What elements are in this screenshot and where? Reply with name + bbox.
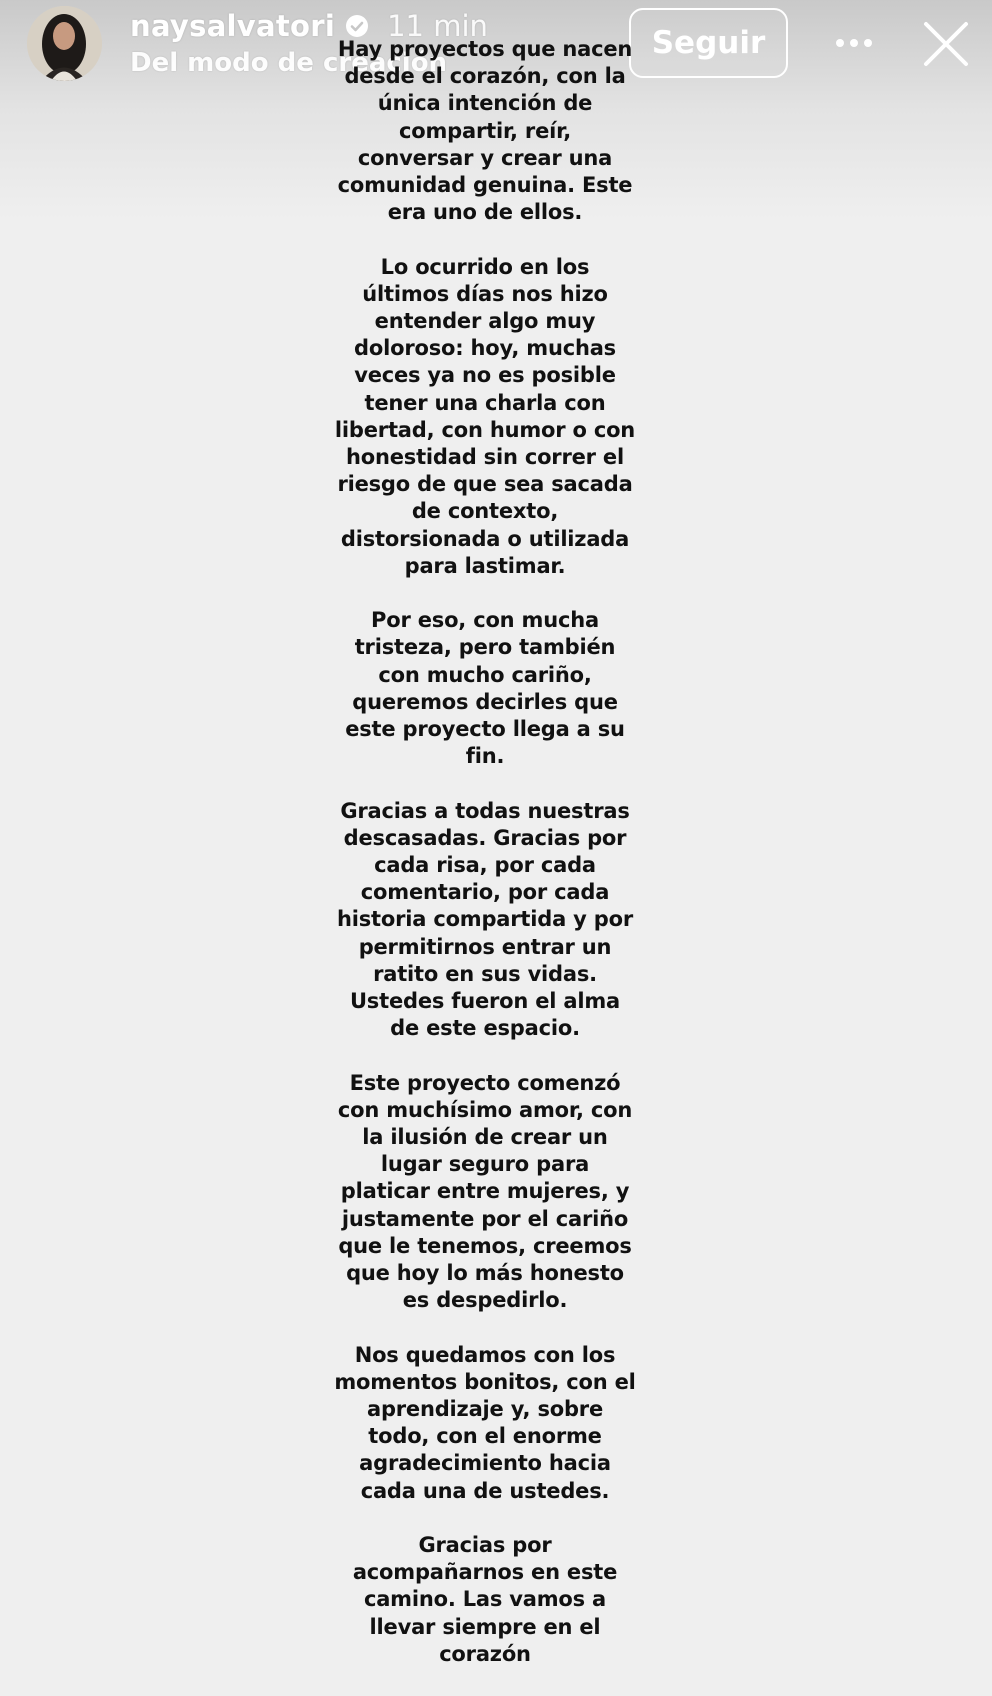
- verified-badge-icon: [345, 14, 369, 38]
- more-options-icon[interactable]: [834, 26, 874, 60]
- post-time: 11 min: [387, 9, 488, 43]
- story-paragraph-2: Lo ocurrido en los últimos días nos hizo entender algo muy doloroso: hoy, muchas veces ya no es posible tener una charla con libertad, con humor o con honestidad sin correr el riesgo de que sea sacada de contexto, distorsionada o utilizada para lastimar.: [334, 254, 636, 578]
- story-paragraph-1: Hay proyectos que nacen desde el corazón, con la única intención de compartir, reír, conversar y crear una comunidad genuina. Este era uno de ellos.: [337, 37, 633, 225]
- username[interactable]: naysalvatori: [130, 9, 336, 43]
- follow-button[interactable]: Seguir: [629, 8, 788, 78]
- story-paragraph-6: Nos quedamos con los momentos bonitos, con el aprendizaje y, sobre todo, con el enorme agradecimiento hacia cada una de ustedes.: [334, 1342, 636, 1503]
- story-subtitle: Del modo de creación: [130, 48, 448, 78]
- story-paragraph-3: Por eso, con mucha tristeza, pero también con mucho cariño, queremos decirles que este proyecto llega a su fin.: [345, 608, 625, 769]
- story-paragraph-7: Gracias por acompañarnos en este camino. Las vamos a llevar siempre en el corazón: [352, 1533, 618, 1666]
- close-icon[interactable]: [922, 20, 970, 68]
- story-text: [330, 36, 640, 1668]
- avatar[interactable]: [27, 6, 102, 81]
- story-paragraph-4: Gracias a todas nuestras descasadas. Gracias por cada risa, por cada comentario, por cada historia compartida y por permitirnos entrar un ratito en sus vidas. Ustedes fueron el alma de este espacio.: [336, 798, 634, 1041]
- story-paragraph-5: Este proyecto comenzó con muchísimo amor, con la ilusión de crear un lugar seguro para platicar entre mujeres, y justamente por el cariño que le tenemos, creemos que hoy lo más honesto es despedirlo.: [337, 1070, 633, 1313]
